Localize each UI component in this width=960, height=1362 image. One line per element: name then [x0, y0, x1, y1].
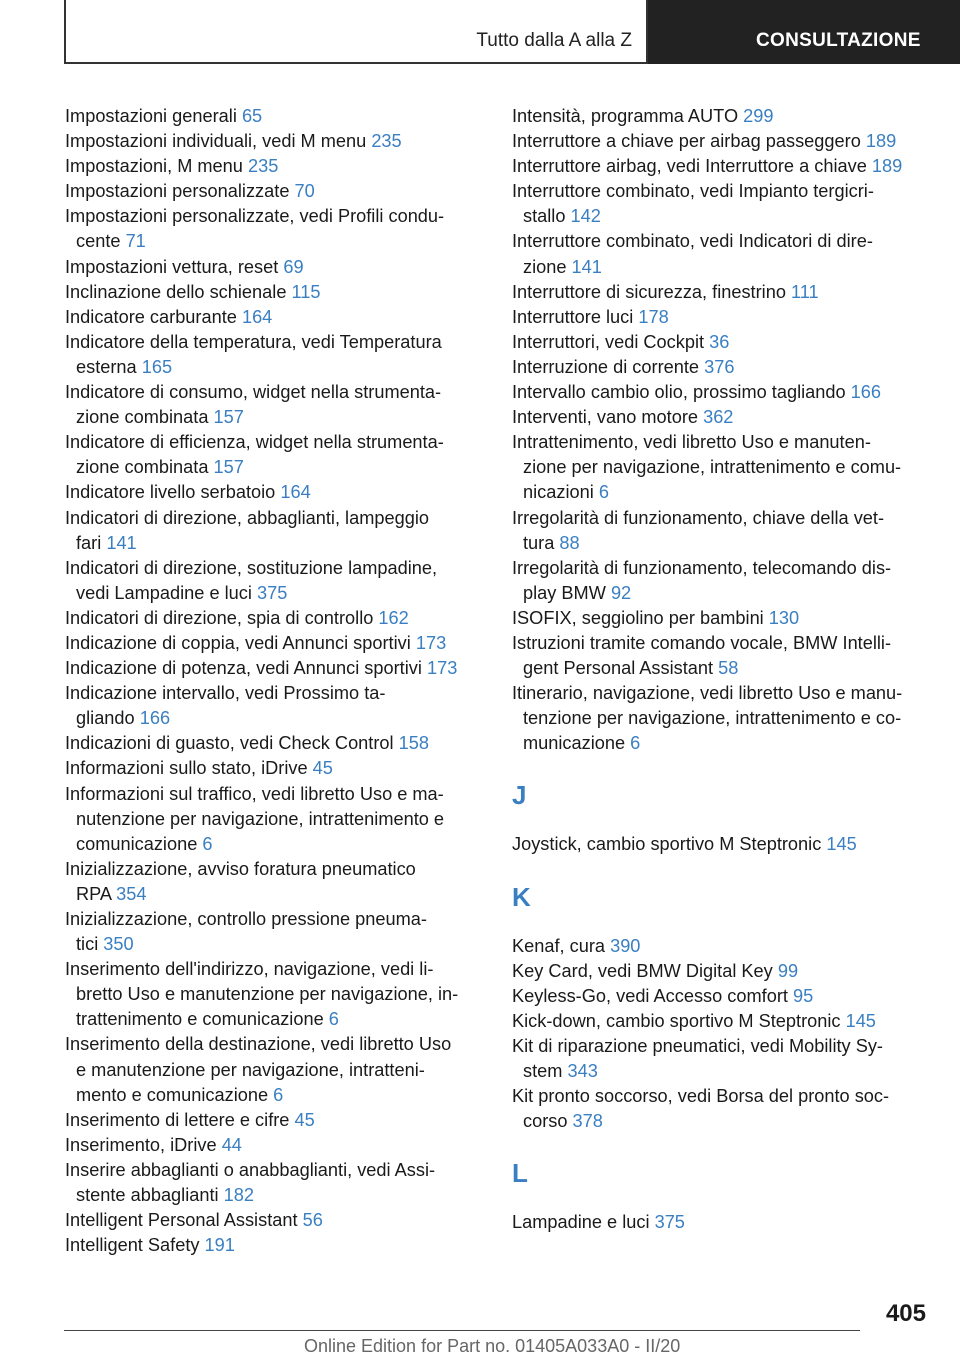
index-entry-page-link[interactable]: 58 — [718, 658, 739, 679]
index-entry-text: Indicatore di consumo, widget nella strumenta- zione combinata — [65, 382, 442, 428]
index-entry-page-link[interactable]: 92 — [610, 582, 632, 603]
index-entry — [65, 1158, 485, 1208]
index-entry-page-link[interactable]: 99 — [777, 960, 799, 981]
index-entry-page-link[interactable]: 173 — [415, 632, 447, 653]
index-entry-text: Interruttore combinato, vedi Impianto tergicri- stallo — [512, 181, 874, 227]
index-entry — [65, 430, 485, 480]
header-title: Tutto dalla A alla Z — [476, 30, 632, 51]
index-entry — [512, 280, 932, 305]
index-entry-text: Indicazione intervallo, vedi Prossimo ta- gliando — [65, 683, 386, 729]
index-entry-page-link[interactable]: 189 — [871, 156, 903, 177]
index-entry-page-link[interactable]: 157 — [213, 457, 244, 478]
index-entry — [512, 380, 932, 405]
index-entry — [65, 631, 485, 656]
index-entry — [65, 957, 485, 1032]
index-entry-page-link[interactable]: 44 — [221, 1134, 242, 1155]
index-entry-page-link[interactable]: 141 — [571, 256, 602, 277]
index-entry-page-link[interactable]: 88 — [559, 532, 580, 553]
index-entry — [512, 1084, 932, 1134]
index-entry-text: Indicatore di efficienza, widget nella strumenta- zione combinata — [65, 432, 444, 478]
index-entry — [65, 480, 485, 505]
index-entry-text: Intensità, programma AUTO — [512, 106, 739, 126]
index-entry-text: Inserimento della destinazione, vedi libretto Uso e manutenzione per navigazione, intratteni- mento e comunicazione — [65, 1034, 452, 1105]
index-entry — [512, 681, 932, 756]
index-entry — [512, 984, 932, 1009]
index-entry — [512, 355, 932, 380]
index-entry-page-link[interactable]: 157 — [213, 407, 244, 428]
index-entry — [512, 129, 932, 154]
index-entry-page-link[interactable]: 45 — [294, 1109, 315, 1130]
index-entry — [65, 907, 485, 957]
index-entry-page-link[interactable]: 145 — [826, 834, 857, 855]
index-entry — [65, 380, 485, 430]
index-entry — [65, 255, 485, 280]
index-entry — [512, 154, 932, 179]
index-entry — [512, 631, 932, 681]
index-entry — [512, 506, 932, 556]
index-entry-page-link[interactable]: 375 — [654, 1212, 685, 1233]
index-entry-page-link[interactable]: 376 — [704, 356, 735, 377]
index-entry — [512, 229, 932, 279]
index-entry-text: Indicatore della temperatura, vedi Temperatura esterna — [65, 331, 442, 377]
index-entry — [65, 305, 485, 330]
index-entry-page-link[interactable]: 375 — [257, 582, 288, 603]
index-entry-text: Impostazioni individuali, vedi M menu — [65, 131, 367, 152]
index-entry — [512, 305, 932, 330]
index-entry-page-link[interactable]: 111 — [791, 281, 819, 302]
index-entry — [512, 179, 932, 229]
index-entry-text: Keyless-Go, vedi Accesso comfort — [512, 985, 788, 1006]
index-entry-text: Interruttori, vedi Cockpit — [512, 331, 705, 352]
index-entry-text: Indicatori di direzione, abbaglianti, lampeggio fari — [65, 507, 429, 553]
index-entry-text: Intelligent Personal Assistant — [65, 1210, 298, 1231]
index-entry — [65, 731, 485, 756]
index-entry-text: Interruttore a chiave per airbag passeggero — [512, 131, 861, 152]
index-entry-text: Kit di riparazione pneumatici, vedi Mobility Sy- stem — [512, 1035, 883, 1081]
index-entry-page-link[interactable]: 158 — [398, 733, 429, 754]
index-entry — [512, 104, 932, 129]
index-entry-page-link[interactable]: 142 — [570, 206, 601, 227]
index-entry-text: Informazioni sul traffico, vedi libretto Uso e ma- nutenzione per navigazione, intrattenimento e comunicazione — [65, 783, 445, 854]
index-entry-text: Irregolarità di funzionamento, chiave della vet- tura — [512, 507, 885, 553]
index-entry — [512, 959, 932, 984]
index-entry-text: Impostazioni personalizzate, vedi Profili condu- cente — [65, 206, 445, 252]
index-entry-text: Interruttore airbag, vedi Interruttore a chiave — [512, 156, 867, 177]
index-entry-page-link[interactable]: 178 — [638, 306, 669, 327]
index-entry-page-link[interactable]: 141 — [106, 532, 137, 553]
index-entry-page-link[interactable]: 6 — [630, 733, 641, 754]
index-entry-text: Impostazioni generali — [65, 106, 237, 126]
index-entry-text: Intelligent Safety — [65, 1235, 200, 1256]
index-entry — [512, 1210, 932, 1235]
index-entry-text: Istruzioni tramite comando vocale, BMW Intelli- gent Personal Assistant — [512, 632, 892, 679]
index-entry — [512, 832, 932, 857]
index-entry-text: Indicazione di potenza, vedi Annunci sportivi — [65, 658, 422, 679]
index-entry — [65, 782, 485, 857]
index-entry-page-link[interactable]: 165 — [141, 356, 173, 377]
index-letter-heading: J — [512, 780, 527, 811]
index-entry-text: Interventi, vano motore — [512, 407, 699, 428]
index-entry-page-link[interactable]: 115 — [291, 281, 321, 302]
index-entry-page-link[interactable]: 6 — [598, 482, 609, 503]
index-entry — [65, 506, 485, 556]
index-entry-page-link[interactable]: 166 — [139, 708, 171, 729]
index-entry-text: Interruttore luci — [512, 306, 634, 327]
index-entry-page-link[interactable]: 164 — [280, 482, 311, 503]
index-entry-text: Kenaf, cura — [512, 935, 606, 956]
header-section: CONSULTAZIONE — [756, 30, 921, 51]
index-entry-text: Kick-down, cambio sportivo M Steptronic — [512, 1010, 841, 1031]
index-entry-page-link[interactable]: 65 — [241, 106, 263, 126]
index-entry-text: Indicazioni di guasto, vedi Check Control — [65, 733, 394, 754]
index-entry-text: Intrattenimento, vedi libretto Uso e manuten- zione per navigazione, intrattenimento e comu- nicazioni — [512, 432, 902, 503]
index-entry-page-link[interactable]: 173 — [426, 658, 458, 679]
index-entry — [512, 606, 932, 631]
index-column-left — [65, 104, 485, 1258]
index-entry — [512, 934, 932, 959]
index-entry-text: Inserire abbaglianti o anabbaglianti, vedi Assi- stente abbaglianti — [65, 1159, 436, 1206]
index-entry-text: Indicatore livello serbatoio — [65, 482, 276, 503]
index-entry-text: Itinerario, navigazione, vedi libretto Uso e manu- tenzione per navigazione, intrattenimento e co- municazione — [512, 683, 903, 754]
index-entry-page-link[interactable]: 56 — [302, 1210, 323, 1231]
index-entry-text: Inizializzazione, controllo pressione pneuma- tici — [65, 909, 427, 955]
footer-edition: Online Edition for Part no. 01405A033A0 - II/20 — [304, 1336, 681, 1356]
index-entry — [65, 154, 485, 179]
index-entry-text: ISOFIX, seggiolino per bambini — [512, 607, 764, 628]
index-entry — [65, 104, 485, 129]
index-entry-text: Indicatori di direzione, spia di controllo — [65, 607, 374, 628]
index-entry — [65, 280, 485, 305]
index-entry-text: Intervallo cambio olio, prossimo tagliando — [512, 382, 846, 403]
index-entry-page-link[interactable]: 350 — [103, 934, 134, 955]
page-number: 405 — [885, 1300, 926, 1327]
index-entry — [512, 430, 932, 505]
index-entry — [512, 556, 932, 606]
index-entry — [512, 405, 932, 430]
index-entry-page-link[interactable]: 189 — [865, 131, 897, 152]
index-entry-text: Joystick, cambio sportivo M Steptronic — [512, 834, 822, 855]
index-entry-page-link[interactable]: 235 — [247, 156, 279, 177]
index-entry — [65, 857, 485, 907]
index-entry-page-link[interactable]: 166 — [850, 382, 882, 403]
index-entry-text: Key Card, vedi BMW Digital Key — [512, 960, 773, 981]
index-entry-text: Indicazione di coppia, vedi Annunci sportivi — [65, 632, 411, 653]
index-entry-text: Irregolarità di funzionamento, telecomando dis- play BMW — [512, 557, 892, 603]
index-entry — [65, 1032, 485, 1107]
index-entry-page-link[interactable]: 299 — [743, 106, 774, 126]
index-entry-page-link[interactable]: 130 — [768, 607, 800, 628]
index-entry — [512, 1034, 932, 1084]
index-entry-page-link[interactable]: 390 — [610, 935, 641, 956]
index-entry-text: Kit pronto soccorso, vedi Borsa del pronto soc- corso — [512, 1086, 890, 1132]
index-entry-text: Interruttore combinato, vedi Indicatori di dire- zione — [512, 231, 873, 277]
index-entry — [65, 756, 485, 781]
index-entry-page-link[interactable]: 354 — [116, 883, 147, 904]
index-entry-text: Inserimento, iDrive — [65, 1134, 217, 1155]
index-entry — [65, 556, 485, 606]
index-entry-page-link[interactable]: 71 — [125, 231, 146, 252]
index-entry-text: Inizializzazione, avviso foratura pneumatico RPA — [65, 858, 416, 904]
index-entry-page-link[interactable]: 191 — [204, 1235, 235, 1256]
index-entry-page-link[interactable]: 6 — [328, 1009, 339, 1030]
header-title-box — [64, 0, 648, 64]
index-entry — [65, 606, 485, 631]
index-entry-page-link[interactable]: 145 — [845, 1010, 876, 1031]
index-entry — [65, 1233, 485, 1258]
index-entry-text: Indicatori di direzione, sostituzione lampadine, vedi Lampadine e luci — [65, 557, 438, 603]
index-entry-page-link[interactable]: 6 — [202, 833, 213, 854]
index-entry-text: Impostazioni personalizzate — [65, 181, 290, 202]
index-entry — [512, 330, 932, 355]
index-column-right — [512, 104, 932, 1235]
index-entry-page-link[interactable]: 95 — [793, 985, 814, 1006]
index-entry-page-link[interactable]: 235 — [371, 131, 402, 152]
index-entry-text: Inserimento dell'indirizzo, navigazione, vedi li- bretto Uso e manutenzione per navigazione, in- trattenimento e comunicazione — [65, 959, 459, 1030]
index-letter-heading: L — [512, 1158, 528, 1189]
index-entry-page-link[interactable]: 343 — [567, 1061, 598, 1081]
index-entry-text: Informazioni sullo stato, iDrive — [65, 758, 308, 779]
index-entry-page-link[interactable]: 36 — [709, 331, 730, 352]
index-entry-text: Inclinazione dello schienale — [65, 281, 287, 302]
index-entry-page-link[interactable]: 362 — [703, 407, 734, 428]
index-entry-page-link[interactable]: 69 — [283, 256, 304, 277]
index-entry-page-link[interactable]: 6 — [273, 1084, 284, 1105]
index-entry — [65, 1133, 485, 1158]
index-entry — [65, 330, 485, 380]
index-entry-page-link[interactable]: 70 — [294, 181, 315, 202]
index-entry-text: Impostazioni, M menu — [65, 156, 243, 177]
index-entry-text: Inserimento di lettere e cifre — [65, 1109, 290, 1130]
index-entry-text: Lampadine e luci — [512, 1212, 650, 1233]
index-entry-page-link[interactable]: 162 — [378, 607, 409, 628]
index-entry-text: Impostazioni vettura, reset — [65, 256, 279, 277]
index-letter-heading: K — [512, 881, 531, 912]
index-entry-page-link[interactable]: 182 — [223, 1185, 255, 1206]
index-entry — [512, 1009, 932, 1034]
index-entry-page-link[interactable]: 164 — [241, 306, 273, 327]
index-entry — [65, 1108, 485, 1133]
index-entry-page-link[interactable]: 45 — [312, 758, 333, 779]
index-entry-page-link[interactable]: 378 — [572, 1111, 603, 1132]
index-entry-text: Interruttore di sicurezza, finestrino — [512, 281, 786, 302]
index-entry-text: Interruzione di corrente — [512, 356, 700, 377]
index-entry — [65, 129, 485, 154]
index-entry — [65, 1208, 485, 1233]
index-entry — [65, 656, 485, 681]
footer-divider — [64, 1330, 860, 1331]
index-entry-text: Indicatore carburante — [65, 306, 237, 327]
index-entry — [65, 204, 485, 254]
index-entry — [65, 681, 485, 731]
header-section-box — [648, 0, 960, 64]
index-entry — [65, 179, 485, 204]
